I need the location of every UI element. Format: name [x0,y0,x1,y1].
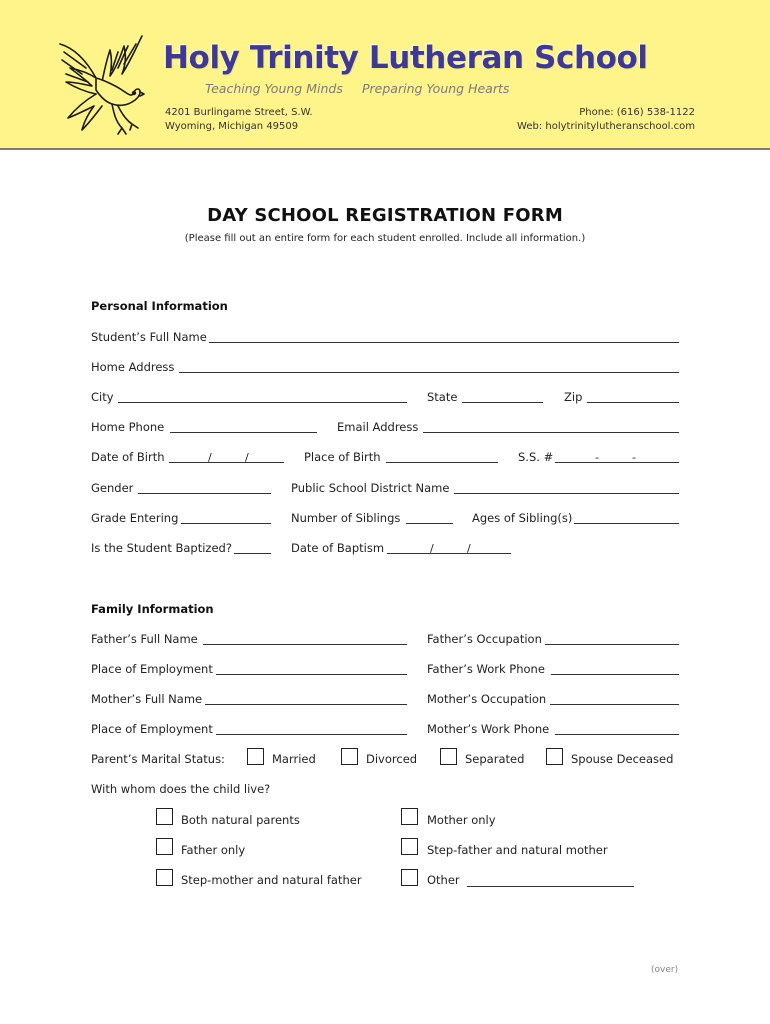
sibling-ages-field[interactable] [574,523,679,524]
state-field[interactable] [462,402,543,403]
personal-info-heading: Personal Information [91,299,228,313]
home-phone-field[interactable] [170,432,317,433]
father-occupation-label: Father’s Occupation [427,632,542,646]
mother-work-phone-label: Mother’s Work Phone [427,722,550,736]
gender-field[interactable] [138,493,271,494]
school-contact [517,106,695,134]
siblings-field[interactable] [406,523,453,524]
mother-only-label: Mother only [427,813,496,827]
father-work-phone-label: Father’s Work Phone [427,662,545,676]
form-title: DAY SCHOOL REGISTRATION FORM [207,205,563,226]
mother-name-label: Mother’s Full Name [91,692,203,706]
sibling-ages-label: Ages of Sibling(s) [472,511,573,525]
city-field[interactable] [118,402,407,403]
over-note: (over) [651,965,679,975]
date-separator: / [467,542,471,555]
dob-label: Date of Birth [91,450,165,464]
ss-separator: - [632,451,636,464]
divorced-checkbox[interactable] [341,748,358,765]
home-address-label: Home Address [91,360,175,374]
father-occupation-field[interactable] [545,644,679,645]
father-name-label: Father’s Full Name [91,632,198,646]
spouse-deceased-label: Spouse Deceased [571,752,674,766]
gender-label: Gender [91,481,134,495]
siblings-label: Number of Siblings [291,511,401,525]
stepmother-label: Step-mother and natural father [181,873,362,887]
father-name-field[interactable] [203,644,407,645]
mother-work-phone-field[interactable] [555,734,679,735]
baptized-label: Is the Student Baptized? [91,541,232,555]
father-work-phone-field[interactable] [551,674,679,675]
mother-occupation-field[interactable] [550,704,679,705]
zip-label: Zip [564,390,583,404]
married-label: Married [272,752,316,766]
baptized-field[interactable] [234,553,271,554]
ss-separator: - [595,451,599,464]
other-label: Other [427,873,460,887]
eagle-icon [56,34,148,138]
ss-field[interactable] [555,462,679,463]
tagline-left: Teaching Young Minds [205,81,343,96]
father-only-label: Father only [181,843,246,857]
school-address [165,106,313,134]
grade-label: Grade Entering [91,511,179,525]
form-subtitle: (Please fill out an entire form for each student enrolled. Include all information.) [184,233,586,244]
district-field[interactable] [454,493,679,494]
stepfather-checkbox[interactable] [401,838,418,855]
mother-name-field[interactable] [205,704,407,705]
lives-with-label: With whom does the child live? [91,782,271,796]
father-only-checkbox[interactable] [156,838,173,855]
school-name: Holy Trinity Lutheran School [163,40,648,76]
baptism-date-label: Date of Baptism [291,541,385,555]
stepfather-label: Step-father and natural mother [427,843,608,857]
both-parents-checkbox[interactable] [156,808,173,825]
other-checkbox[interactable] [401,869,418,886]
other-field[interactable] [467,886,634,887]
mother-employment-field[interactable] [216,734,407,735]
ss-label: S.S. # [518,450,554,464]
school-web: Web: holytrinitylutheranschool.com [517,121,695,132]
dob-field[interactable] [169,462,284,463]
both-parents-label: Both natural parents [181,813,300,827]
family-info-heading: Family Information [91,602,214,616]
mother-occupation-label: Mother’s Occupation [427,692,547,706]
home-address-field[interactable] [179,372,679,373]
email-label: Email Address [337,420,419,434]
married-checkbox[interactable] [247,748,264,765]
address-line-1: 4201 Burlingame Street, S.W. [165,107,313,118]
city-label: City [91,390,114,404]
mother-only-checkbox[interactable] [401,808,418,825]
grade-field[interactable] [181,523,271,524]
student-name-field[interactable] [209,342,679,343]
marital-status-label: Parent’s Marital Status: [91,752,225,766]
student-name-label: Student’s Full Name [91,330,207,344]
divorced-label: Divorced [366,752,418,766]
district-label: Public School District Name [291,481,450,495]
separated-label: Separated [465,752,525,766]
separated-checkbox[interactable] [440,748,457,765]
date-separator: / [430,542,434,555]
father-employment-field[interactable] [216,674,407,675]
spouse-deceased-checkbox[interactable] [546,748,563,765]
stepmother-checkbox[interactable] [156,869,173,886]
home-phone-label: Home Phone [91,420,165,434]
tagline-right: Preparing Young Hearts [362,81,510,96]
baptism-date-field[interactable] [387,553,511,554]
date-separator: / [245,451,249,464]
father-employment-label: Place of Employment [91,662,213,676]
place-of-birth-label: Place of Birth [304,450,381,464]
zip-field[interactable] [587,402,679,403]
letterhead [0,0,770,150]
place-of-birth-field[interactable] [386,462,498,463]
state-label: State [427,390,458,404]
date-separator: / [208,451,212,464]
mother-employment-label: Place of Employment [91,722,213,736]
school-phone: Phone: (616) 538-1122 [579,107,695,118]
email-field[interactable] [423,432,679,433]
address-line-2: Wyoming, Michigan 49509 [165,121,299,132]
